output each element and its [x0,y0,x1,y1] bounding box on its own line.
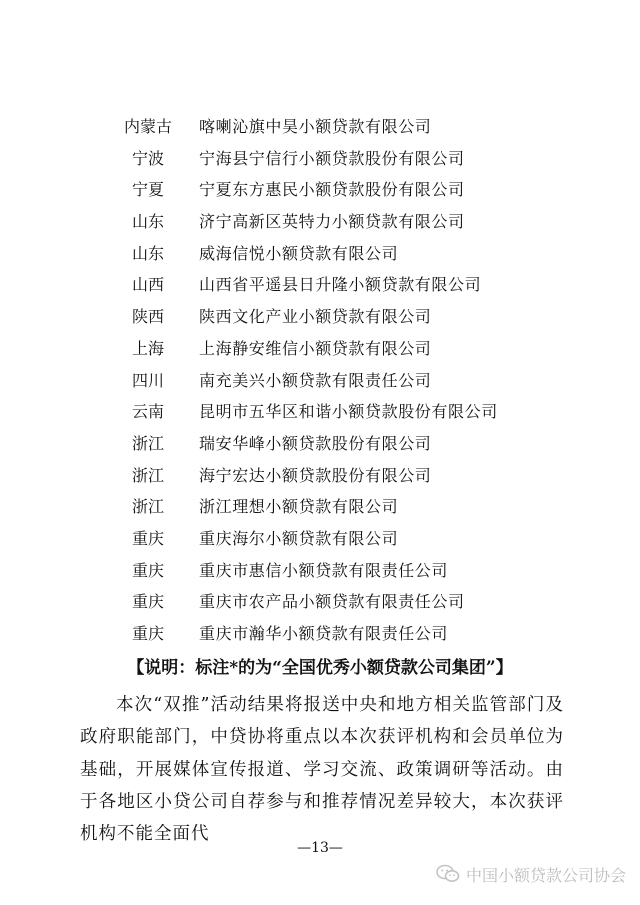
region-label: 宁夏 [131,180,164,200]
company-name: 喀喇沁旗中昊小额贷款有限公司 [199,117,432,136]
list-item [0,335,640,367]
company-name: 重庆市惠信小额贷款有限责任公司 [199,560,449,580]
watermark-text: 中国小额贷款公司协会 [465,865,626,885]
body-paragraph: 本次“双推”活动结果将报送中央和地方相关监管部门及政府职能部门，中贷协将重点以本次获评机构和会员单位为基础，开展媒体宣传报道、学习交流、政策调研等活动。由于各地区小贷公司自荐参与和推荐情况差异较大，本次获评机构不能全面代 [80,695,564,845]
list-item [0,620,640,652]
list-item [0,398,640,430]
watermark [436,862,626,886]
company-name: 浙江理想小额贷款有限公司 [199,497,399,517]
list-item [0,557,640,589]
company-name: 重庆市瀚华小额贷款有限责任公司 [199,624,449,643]
region-label: 云南 [131,402,164,422]
region-label: 山西 [131,275,164,295]
region-label: 重庆 [131,560,164,580]
company-name: 海宁宏达小额贷款股份有限公司 [199,465,432,485]
region-label: 重庆 [131,624,164,643]
list-item [0,493,640,525]
region-label: 陕西 [131,307,164,327]
company-list [0,113,640,652]
region-label: 重庆 [131,592,164,612]
list-item [0,240,640,272]
company-name: 宁夏东方惠民小额贷款股份有限公司 [199,180,465,200]
note-line: 【说明：标注*的为“全国优秀小额贷款公司集团”】 [127,658,513,678]
list-item [0,525,640,557]
region-label: 浙江 [131,497,164,517]
wechat-icon [436,864,460,884]
page-number: —13— [297,840,343,856]
region-label: 内蒙古 [123,117,172,136]
list-item [0,462,640,494]
list-item [0,430,640,462]
list-item [0,145,640,177]
company-name: 上海静安维信小额贷款有限公司 [199,338,432,358]
company-name: 济宁高新区英特力小额贷款有限公司 [199,212,465,232]
company-name: 重庆海尔小额贷款有限公司 [199,528,399,548]
region-label: 山东 [131,243,164,263]
list-item [0,113,640,145]
company-name: 陕西文化产业小额贷款有限公司 [199,307,432,327]
list-item [0,367,640,399]
region-label: 浙江 [131,433,164,453]
company-name: 宁海县宁信行小额贷款股份有限公司 [199,148,465,168]
list-item [0,588,640,620]
list-item [0,271,640,303]
region-label: 重庆 [131,528,164,548]
region-label: 浙江 [131,465,164,485]
list-item [0,208,640,240]
region-label: 四川 [131,370,164,390]
company-name: 重庆市农产品小额贷款有限责任公司 [199,592,465,612]
company-name: 山西省平遥县日升隆小额贷款有限公司 [199,275,482,295]
company-name: 南充美兴小额贷款有限责任公司 [199,370,432,390]
list-item [0,303,640,335]
region-label: 宁波 [131,148,164,168]
region-label: 上海 [131,338,164,358]
company-name: 昆明市五华区和谐小额贷款股份有限公司 [199,402,498,422]
list-item [0,176,640,208]
company-name: 威海信悦小额贷款有限公司 [199,243,399,263]
company-name: 瑞安华峰小额贷款股份有限公司 [199,433,432,453]
region-label: 山东 [131,212,164,232]
